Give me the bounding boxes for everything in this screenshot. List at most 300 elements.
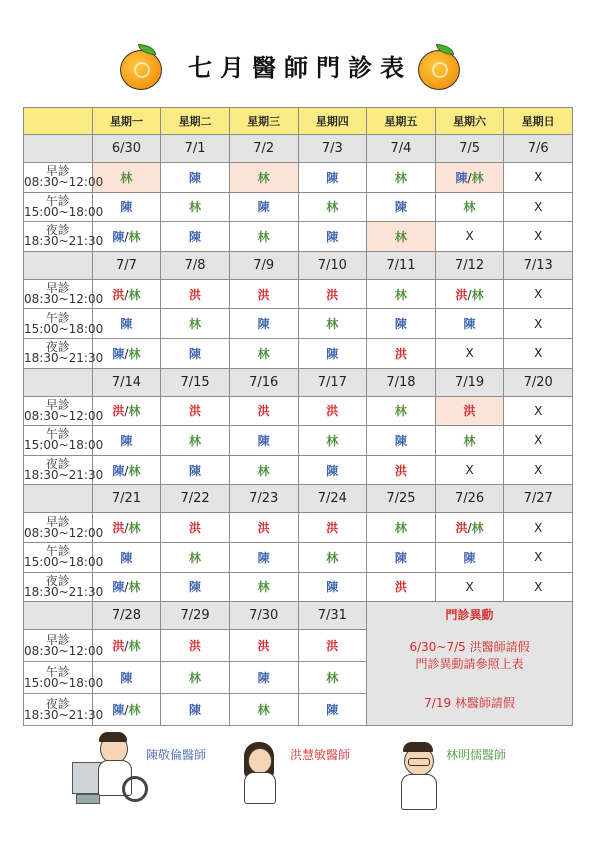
schedule-cell xyxy=(298,662,367,694)
slot-time: 18:30~21:30 xyxy=(24,234,104,249)
schedule-cell xyxy=(298,192,367,222)
doctor-code: 林 xyxy=(189,550,202,565)
slot-name: 午診 xyxy=(45,193,70,208)
date-cell: 7/7 xyxy=(92,251,161,279)
date-cell: 7/15 xyxy=(161,368,230,396)
doctor-code: 陳 xyxy=(189,346,202,361)
date-cell: 7/18 xyxy=(367,368,436,396)
schedule-cell xyxy=(504,192,573,222)
slot-time: 08:30~12:00 xyxy=(24,408,104,423)
date-cell: 7/14 xyxy=(92,368,161,396)
doctor-code: 林 xyxy=(394,229,407,244)
schedule-table xyxy=(23,107,573,726)
doctor-code: 陳 xyxy=(112,229,125,244)
doctor-code: 林 xyxy=(189,200,202,215)
doctor-code: 林 xyxy=(189,433,202,448)
doctor-code: 洪 xyxy=(257,639,270,654)
slot-name: 午診 xyxy=(45,544,70,559)
slot-name: 早診 xyxy=(45,514,70,529)
doctor-code: 林 xyxy=(394,521,407,536)
schedule-cell xyxy=(298,338,367,368)
schedule-cell xyxy=(435,572,504,602)
schedule-cell xyxy=(229,662,298,694)
doctor-code: 林 xyxy=(120,170,133,185)
notice-box xyxy=(367,602,573,726)
schedule-cell xyxy=(504,222,573,252)
doctor-code: 林 xyxy=(128,287,141,302)
separator: / xyxy=(124,703,129,718)
date-cell: 7/26 xyxy=(435,485,504,513)
doctor-code: 林 xyxy=(257,346,270,361)
slot-time: 08:30~12:00 xyxy=(24,525,104,540)
doctor-hong-name: 洪慧敏醫師 xyxy=(290,748,351,762)
schedule-cell xyxy=(298,426,367,456)
slot-row xyxy=(24,163,573,193)
doctor-code: 洪 xyxy=(189,287,202,302)
schedule-cell xyxy=(367,338,436,368)
schedule-cell xyxy=(367,396,436,426)
doctor-chen-avatar xyxy=(70,728,150,806)
schedule-cell xyxy=(161,396,230,426)
schedule-cell xyxy=(229,163,298,193)
weekday-header: 星期六 xyxy=(435,108,504,135)
date-row xyxy=(24,368,573,396)
schedule-cell xyxy=(504,396,573,426)
weekday-header: 星期五 xyxy=(367,108,436,135)
doctor-code: 陳 xyxy=(257,433,270,448)
doctor-code: 林 xyxy=(394,287,407,302)
doctor-code: 陳 xyxy=(326,170,339,185)
schedule-cell xyxy=(504,455,573,485)
slot-name: 夜診 xyxy=(45,573,70,588)
separator: / xyxy=(124,463,129,478)
schedule-cell xyxy=(229,222,298,252)
date-cell: 7/11 xyxy=(367,251,436,279)
slot-row xyxy=(24,542,573,572)
doctor-code: 陳 xyxy=(112,346,125,361)
doctor-code: X xyxy=(534,346,543,361)
doctor-code: 林 xyxy=(257,703,270,718)
doctor-code: 陳 xyxy=(326,346,339,361)
date-cell: 7/25 xyxy=(367,485,436,513)
doctor-code: 洪 xyxy=(394,463,407,478)
date-cell: 7/20 xyxy=(504,368,573,396)
doctor-code: X xyxy=(534,550,543,565)
doctor-code: 洪 xyxy=(257,287,270,302)
notice-title: 門診異動 xyxy=(445,608,494,623)
date-cell: 7/17 xyxy=(298,368,367,396)
slot-name: 早診 xyxy=(45,397,70,412)
schedule-cell xyxy=(435,455,504,485)
doctor-code: 洪 xyxy=(112,287,125,302)
doctor-code: 洪 xyxy=(257,404,270,419)
slot-label xyxy=(24,396,104,426)
slot-name: 夜診 xyxy=(45,340,70,355)
doctor-code: 林 xyxy=(326,550,339,565)
doctor-code: 林 xyxy=(128,346,141,361)
doctor-code: X xyxy=(534,199,543,214)
slot-row xyxy=(24,338,573,368)
doctor-code: 陳 xyxy=(120,671,133,686)
orange-icon-right xyxy=(418,44,462,88)
schedule-cell xyxy=(504,513,573,543)
page-title: 七月醫師門診表 xyxy=(188,53,412,82)
doctor-lin-avatar xyxy=(398,740,444,812)
doctor-code: 洪 xyxy=(455,287,468,302)
slot-label xyxy=(24,662,104,694)
schedule-cell xyxy=(504,338,573,368)
date-cell: 7/5 xyxy=(435,135,504,163)
schedule-cell xyxy=(229,309,298,339)
date-corner xyxy=(24,135,93,163)
date-corner xyxy=(24,251,93,279)
doctor-code: X xyxy=(534,520,543,535)
doctor-code: 陳 xyxy=(257,200,270,215)
date-cell: 7/8 xyxy=(161,251,230,279)
doctor-code: 陳 xyxy=(463,550,476,565)
slot-label xyxy=(24,513,104,543)
schedule-cell xyxy=(161,513,230,543)
slot-label xyxy=(24,279,104,309)
weekday-header: 星期四 xyxy=(298,108,367,135)
schedule-cell xyxy=(367,426,436,456)
slot-name: 午診 xyxy=(45,664,70,679)
separator: / xyxy=(124,521,129,536)
schedule-cell xyxy=(161,309,230,339)
schedule-cell xyxy=(229,338,298,368)
separator: / xyxy=(124,404,129,419)
slot-row xyxy=(24,309,573,339)
slot-label xyxy=(24,163,104,193)
schedule-cell xyxy=(367,222,436,252)
doctor-code: 林 xyxy=(257,229,270,244)
date-cell: 7/6 xyxy=(504,135,573,163)
doctor-code: 林 xyxy=(463,200,476,215)
slot-row xyxy=(24,426,573,456)
weekday-header: 星期一 xyxy=(92,108,161,135)
schedule-cell xyxy=(161,192,230,222)
slot-time: 08:30~12:00 xyxy=(24,292,104,307)
slot-label xyxy=(24,222,104,252)
doctor-code: 陳 xyxy=(455,170,468,185)
slot-label xyxy=(24,572,104,602)
date-cell: 7/12 xyxy=(435,251,504,279)
slot-row xyxy=(24,279,573,309)
date-row xyxy=(24,135,573,163)
schedule-cell xyxy=(298,222,367,252)
doctor-code: 洪 xyxy=(455,521,468,536)
schedule-cell xyxy=(367,572,436,602)
doctor-code: 陳 xyxy=(120,317,133,332)
separator: / xyxy=(124,346,129,361)
doctor-code: 林 xyxy=(257,463,270,478)
schedule-cell xyxy=(161,694,230,726)
date-row xyxy=(24,251,573,279)
schedule-cell xyxy=(298,694,367,726)
schedule-cell xyxy=(367,513,436,543)
doctor-code: X xyxy=(534,316,543,331)
doctor-code: 洪 xyxy=(112,404,125,419)
slot-time: 15:00~18:00 xyxy=(24,675,104,690)
slot-label xyxy=(24,694,104,726)
slot-time: 18:30~21:30 xyxy=(24,584,104,599)
schedule-cell xyxy=(298,309,367,339)
slot-row xyxy=(24,222,573,252)
schedule-cell xyxy=(298,513,367,543)
doctor-code: 陳 xyxy=(120,550,133,565)
schedule-cell xyxy=(298,630,367,662)
separator: / xyxy=(124,287,129,302)
doctor-code: 陳 xyxy=(326,580,339,595)
doctor-code: 林 xyxy=(394,404,407,419)
doctor-code: 林 xyxy=(128,463,141,478)
schedule-cell xyxy=(504,542,573,572)
schedule-cell xyxy=(161,542,230,572)
separator: / xyxy=(124,639,129,654)
schedule-cell xyxy=(367,192,436,222)
doctor-code: 洪 xyxy=(189,521,202,536)
doctor-code: X xyxy=(534,287,543,302)
slot-name: 早診 xyxy=(45,632,70,647)
schedule-cell xyxy=(161,279,230,309)
schedule-cell xyxy=(367,309,436,339)
slot-row xyxy=(24,192,573,222)
doctor-code: X xyxy=(465,463,474,478)
slot-label xyxy=(24,426,104,456)
date-cell: 7/10 xyxy=(298,251,367,279)
doctor-lin-name: 林明儒醫師 xyxy=(446,748,507,762)
doctor-code: 陳 xyxy=(394,433,407,448)
schedule-cell xyxy=(435,426,504,456)
doctor-code: 洪 xyxy=(257,521,270,536)
slot-time: 15:00~18:00 xyxy=(24,555,104,570)
doctor-code: X xyxy=(534,229,543,244)
doctor-code: 林 xyxy=(128,580,141,595)
schedule-cell xyxy=(435,542,504,572)
header xyxy=(0,40,595,102)
doctor-code: 林 xyxy=(471,521,484,536)
slot-name: 早診 xyxy=(45,164,70,179)
notice-line: 6/30~7/5 洪醫師請假 xyxy=(409,640,530,655)
doctor-code: 林 xyxy=(326,200,339,215)
schedule-cell xyxy=(298,163,367,193)
schedule-cell xyxy=(161,163,230,193)
doctor-legend xyxy=(0,728,595,838)
doctor-code: 洪 xyxy=(112,521,125,536)
doctor-code: 陳 xyxy=(326,703,339,718)
schedule-cell xyxy=(435,396,504,426)
schedule-cell xyxy=(229,542,298,572)
schedule-cell xyxy=(298,279,367,309)
doctor-code: 林 xyxy=(189,671,202,686)
date-cell: 7/30 xyxy=(229,602,298,630)
doctor-code: 林 xyxy=(326,433,339,448)
slot-time: 18:30~21:30 xyxy=(24,468,104,483)
doctor-code: 林 xyxy=(128,521,141,536)
schedule-cell xyxy=(298,542,367,572)
slot-time: 15:00~18:00 xyxy=(24,438,104,453)
doctor-code: 洪 xyxy=(189,404,202,419)
doctor-code: 陳 xyxy=(257,317,270,332)
schedule-cell xyxy=(161,572,230,602)
schedule-cell xyxy=(435,338,504,368)
date-cell: 7/21 xyxy=(92,485,161,513)
schedule-cell xyxy=(435,309,504,339)
doctor-code: 林 xyxy=(257,580,270,595)
slot-row xyxy=(24,513,573,543)
schedule-cell xyxy=(504,572,573,602)
doctor-code: 林 xyxy=(189,317,202,332)
doctor-code: X xyxy=(534,433,543,448)
schedule-cell xyxy=(298,455,367,485)
doctor-code: 陳 xyxy=(326,463,339,478)
schedule-cell xyxy=(367,455,436,485)
slot-label xyxy=(24,542,104,572)
doctor-code: 陳 xyxy=(394,550,407,565)
schedule-cell xyxy=(229,630,298,662)
schedule-cell xyxy=(367,279,436,309)
schedule-cell xyxy=(367,542,436,572)
doctor-code: 林 xyxy=(326,671,339,686)
corner-cell xyxy=(24,108,93,135)
doctor-code: X xyxy=(534,463,543,478)
date-cell: 7/3 xyxy=(298,135,367,163)
weekday-header-row xyxy=(24,108,573,135)
schedule-cell xyxy=(161,338,230,368)
doctor-code: 洪 xyxy=(326,287,339,302)
schedule-cell xyxy=(504,279,573,309)
doctor-code: 林 xyxy=(128,639,141,654)
orange-icon-left xyxy=(120,44,164,88)
doctor-code: 洪 xyxy=(189,639,202,654)
date-row xyxy=(24,602,573,630)
doctor-code: 陳 xyxy=(326,229,339,244)
doctor-code: 洪 xyxy=(326,404,339,419)
doctor-code: 陳 xyxy=(189,580,202,595)
date-cell: 7/28 xyxy=(92,602,161,630)
schedule-cell xyxy=(298,396,367,426)
slot-name: 夜診 xyxy=(45,223,70,238)
doctor-code: 陳 xyxy=(120,200,133,215)
doctor-code: 陳 xyxy=(112,703,125,718)
date-cell: 7/27 xyxy=(504,485,573,513)
slot-name: 午診 xyxy=(45,427,70,442)
date-corner xyxy=(24,368,93,396)
schedule-cell xyxy=(435,163,504,193)
doctor-code: 陳 xyxy=(257,671,270,686)
doctor-hong-avatar xyxy=(240,742,290,812)
schedule-cell xyxy=(504,163,573,193)
doctor-code: 林 xyxy=(257,170,270,185)
slot-time: 15:00~18:00 xyxy=(24,204,104,219)
slot-time: 08:30~12:00 xyxy=(24,175,104,190)
schedule-cell xyxy=(229,396,298,426)
date-row xyxy=(24,485,573,513)
date-cell: 7/4 xyxy=(367,135,436,163)
slot-name: 午診 xyxy=(45,310,70,325)
date-cell: 7/22 xyxy=(161,485,230,513)
doctor-code: X xyxy=(465,579,474,594)
slot-time: 18:30~21:30 xyxy=(24,351,104,366)
date-corner xyxy=(24,485,93,513)
separator: / xyxy=(467,521,472,536)
schedule-cell xyxy=(161,662,230,694)
doctor-code: 陳 xyxy=(394,317,407,332)
doctor-code: 陳 xyxy=(463,317,476,332)
date-cell: 7/23 xyxy=(229,485,298,513)
doctor-code: 林 xyxy=(394,170,407,185)
separator: / xyxy=(467,287,472,302)
doctor-code: 林 xyxy=(471,287,484,302)
slot-label xyxy=(24,192,104,222)
doctor-code: 洪 xyxy=(112,639,125,654)
doctor-code: 洪 xyxy=(326,521,339,536)
doctor-code: 林 xyxy=(128,703,141,718)
schedule-cell xyxy=(229,279,298,309)
schedule-cell xyxy=(435,279,504,309)
date-cell: 7/19 xyxy=(435,368,504,396)
slot-label xyxy=(24,630,104,662)
doctor-code: 洪 xyxy=(394,580,407,595)
doctor-code: 陳 xyxy=(120,433,133,448)
date-cell: 7/1 xyxy=(161,135,230,163)
slot-row xyxy=(24,572,573,602)
date-cell: 7/13 xyxy=(504,251,573,279)
schedule-cell xyxy=(435,192,504,222)
doctor-code: 林 xyxy=(128,404,141,419)
doctor-code: X xyxy=(534,403,543,418)
schedule-cell xyxy=(229,426,298,456)
schedule-cell xyxy=(161,630,230,662)
schedule-cell xyxy=(229,694,298,726)
doctor-code: 林 xyxy=(463,433,476,448)
date-cell: 6/30 xyxy=(92,135,161,163)
slot-time: 18:30~21:30 xyxy=(24,707,104,722)
doctor-code: X xyxy=(534,579,543,594)
slot-row xyxy=(24,455,573,485)
doctor-code: 陳 xyxy=(112,463,125,478)
separator: / xyxy=(124,580,129,595)
schedule-cell xyxy=(161,455,230,485)
schedule-cell xyxy=(504,426,573,456)
schedule-cell xyxy=(161,222,230,252)
separator: / xyxy=(124,229,129,244)
slot-label xyxy=(24,309,104,339)
schedule-cell xyxy=(298,572,367,602)
schedule-cell xyxy=(229,513,298,543)
doctor-code: 林 xyxy=(471,170,484,185)
doctor-code: 陳 xyxy=(189,463,202,478)
date-cell: 7/9 xyxy=(229,251,298,279)
doctor-code: 洪 xyxy=(394,346,407,361)
doctor-chen-name: 陳敬倫醫師 xyxy=(146,748,207,762)
date-corner xyxy=(24,602,93,630)
doctor-code: 陳 xyxy=(189,170,202,185)
doctor-code: X xyxy=(534,170,543,185)
date-cell: 7/16 xyxy=(229,368,298,396)
slot-time: 08:30~12:00 xyxy=(24,643,104,658)
slot-name: 夜診 xyxy=(45,457,70,472)
schedule-cell xyxy=(435,222,504,252)
schedule-cell xyxy=(229,455,298,485)
slot-name: 早診 xyxy=(45,281,70,296)
schedule-cell xyxy=(229,572,298,602)
schedule-cell xyxy=(161,426,230,456)
schedule-cell xyxy=(229,192,298,222)
date-cell: 7/24 xyxy=(298,485,367,513)
separator: / xyxy=(467,170,472,185)
date-cell: 7/31 xyxy=(298,602,367,630)
